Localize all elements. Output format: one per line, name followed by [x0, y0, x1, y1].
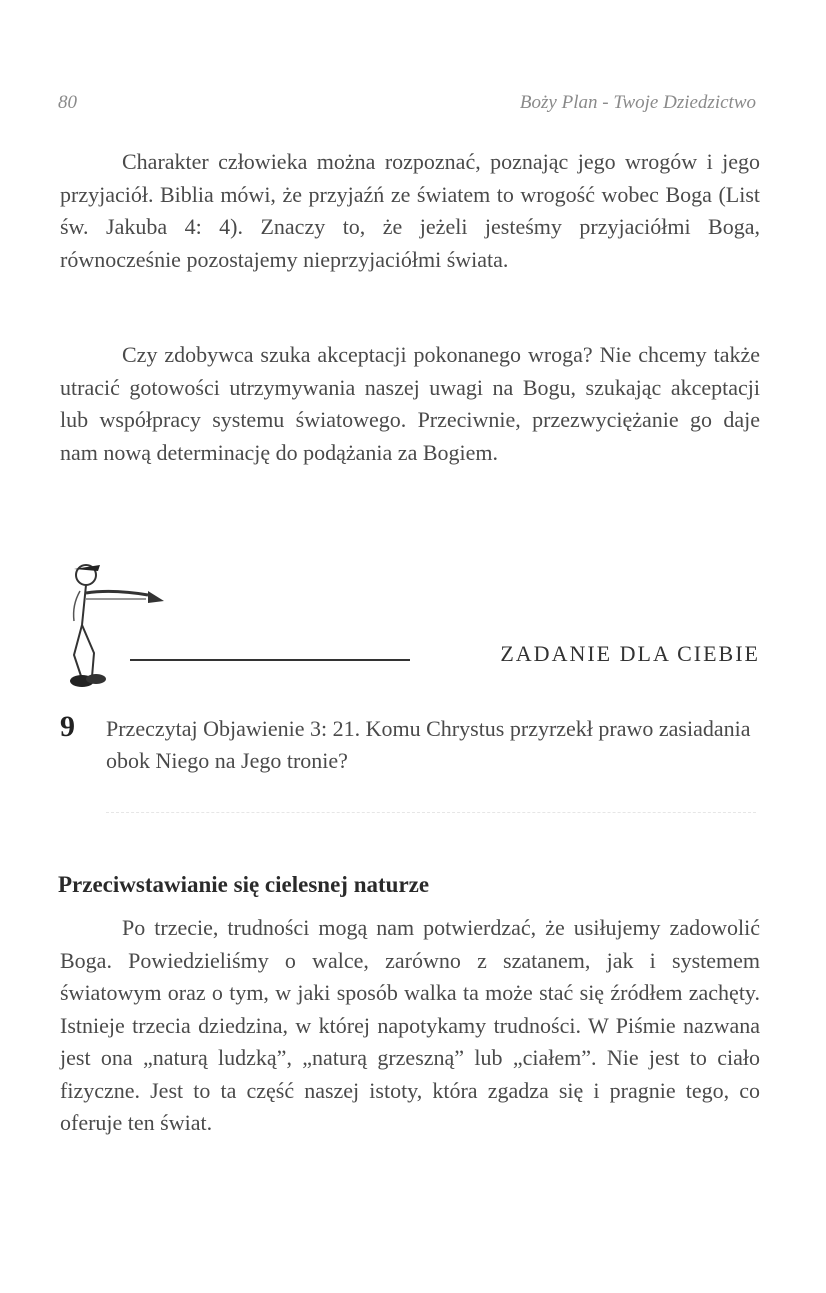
paragraph-sinful-nature: Po trzecie, trudności mogą nam potwierdzać, że usiłujemy zadowolić Boga. Powiedzieliśmy o walce, zarówno z szatanem, jak i systemem światowym oraz o tym, w jaki sposób walka ta może stać się źródłem zachęty. Istnieje trzecia dziedzina, w której napotykamy trudności. W Piśmie nazwana jest ona „naturą ludzką”, „naturą grzeszną” lub „ciałem”. Nie jest to ciało fizyczne. Jest to ta część naszej istoty, która zgadza się i pragnie tego, co oferuje ten świat.: [60, 915, 760, 1135]
running-title: Boży Plan - Twoje Dziedzictwo: [519, 92, 756, 113]
task-number: 9: [60, 710, 75, 743]
paragraph-conqueror: Czy zdobywca szuka akceptacji pokonanego wroga? Nie chcemy także utracić gotowości utrzymywania naszej uwagi na Bogu, szukając akceptacji lub współpracy systemu światowego. Przeciwnie, przezwyciężanie go daje nam nową determinację do podążania za Bogiem.: [60, 342, 760, 465]
page-header: [58, 92, 756, 114]
task-divider-line: [130, 659, 410, 661]
paragraph-friends-enemies: Charakter człowieka można rozpoznać, poznając jego wrogów i jego przyjaciół. Biblia mówi, że przyjaźń ze światem to wrogość wobec Boga (List św. Jakuba 4: 4). Znaczy to, że jeżeli jesteśmy przyjaciółmi Boga, równocześnie pozostajemy nieprzyjaciółmi świata.: [60, 149, 760, 272]
section-heading: Przeciwstawianie się cielesnej naturze: [58, 872, 430, 897]
pointing-figure-illustration: [52, 555, 172, 695]
task-title: ZADANIE DLA CIEBIE: [500, 641, 760, 666]
task-question: Przeczytaj Objawienie 3: 21. Komu Chrystus przyrzekł prawo zasiadania obok Niego na Jego tronie?: [106, 716, 751, 773]
page-number: 80: [58, 92, 77, 113]
answer-line: [106, 812, 756, 813]
